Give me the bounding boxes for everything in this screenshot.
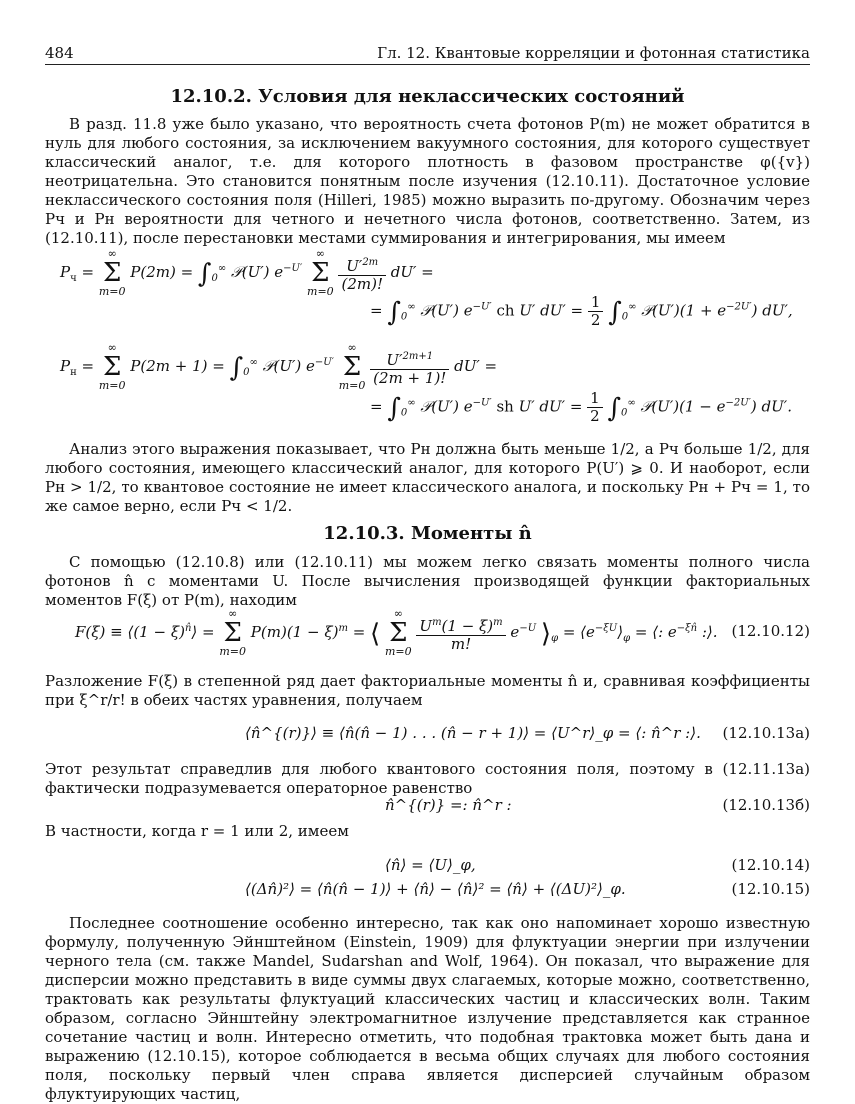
paragraph: Этот результат справедлив для любого квантового состояния поля, поэтому в (12.11.13а) фактически подразумевается операторное равенство xyxy=(45,760,810,797)
equation-text: ⟨n̂^{(r)}⟩ ≡ ⟨n̂(n̂ − 1) . . . (n̂ − r + 1)⟩ = ⟨U^r⟩_φ = ⟨: n̂^r :⟩. xyxy=(245,724,701,742)
paragraph: В разд. 11.8 уже было указано, что вероятность счета фотонов P(m) не может обратится в нуль для любого состояния, за исключением вакуумного состояния, для которого существует классический аналог, т.е. для которого плотность в фазовом пространстве φ({v}) неотрицательна. Это становится понятным после изучения (12.10.11). Достаточное условие неклассического состояния поля (Hilleri, 1985) можно выразить по-другому. Обозначим через Pч и Pн вероятности для четного и нечетного числа фотонов, соответственно. Затем, из (12.10.11), после перестановки местами суммирования и интегрирования, мы имеем xyxy=(45,115,810,247)
section-heading: 12.10.2. Условия для неклассических состояний xyxy=(170,86,685,107)
running-header xyxy=(45,40,810,65)
page-number: 484 xyxy=(45,44,74,62)
equation-even-1: $P_ч$ = ∞ Σ m=0 $P(2m) = \int_0^\infty$ 𝒫(U′) $e^{-U'}$ ∞ Σ m=0 $\frac{U'^{2m}}{(2m)!}$ dU′ = xyxy=(60,247,434,298)
equation-text: ⟨(Δn̂)²⟩ = ⟨n̂(n̂ − 1)⟩ + ⟨n̂⟩ − ⟨n̂⟩² = ⟨n̂⟩ + ⟨(ΔU)²⟩_φ. xyxy=(245,880,626,898)
equation-12-10-13a xyxy=(45,724,810,748)
paragraph: Последнее соотношение особенно интересно, так как оно напоминает хорошо известную формулу, полученную Эйнштейном (Einstein, 1909) для флуктуации энергии при излучении черного тела (см. также Mandel, Sudarshan and Wolf, 1964). Он показал, что выражение для дисперсии можно представить в виде суммы двух слагаемых, которые можно, соответственно, трактовать как результаты флуктуаций классических частиц и классических волн. Таким образом, согласно Эйнштейну электромагнитное излучение представляется как странное сочетание частиц и волн. Интересно отметить, что подобная трактовка может быть дана и выражению (12.10.15), которое соблюдается в весьма общих случаях для любого состояния поля, поскольку первый член справа является дисперсией случайным образом флуктуирующих частиц, xyxy=(45,914,810,1103)
equation-12-10-15 xyxy=(45,880,810,904)
equation-text: n̂^{(r)} =: n̂^r : xyxy=(385,796,512,814)
equation-number: (12.10.13б) xyxy=(722,796,810,814)
equation-odd-1: $P_н$ = ∞ Σ m=0 $P(2m + 1) = \int_0^\infty$ 𝒫(U′) $e^{-U'}$ ∞ Σ m=0 $\frac{U'^{2m+1}}{(2m + 1)!}$ dU′ = xyxy=(60,341,498,392)
paragraph: Анализ этого выражения показывает, что Pн должна быть меньше 1/2, а Pч больше 1/2, для любого состояния, имеющего классический аналог, для которого P(U′) ⩾ 0. И наоборот, если Pн > 1/2, то квантовое состояние не имеет классического аналога, и поскольку Pн + Pч = 1, то же самое верно, если Pч < 1/2. xyxy=(45,440,810,515)
equation-12-10-12: F(ξ) ≡ ⟨(1 − ξ)$^{n̂}$⟩ = ∞ Σ m=0 $P(m)(1 - \xi)^m$ = ⟨ ∞ Σ m=0 $\frac{U^m(1 - \xi)^m}{m!}$ $e^{-U}$ $⟩_\varphi$ = $⟨e^{-\xi U}⟩_\varphi$ = ⟨: $e^{-\xi n̂}$ :⟩. (12.10.12) xyxy=(75,607,810,658)
equation-text: ⟨n̂⟩ = ⟨U⟩_φ, xyxy=(385,856,476,874)
equation-12-10-13b xyxy=(45,796,810,820)
paragraph: С помощью (12.10.8) или (12.10.11) мы можем легко связать моменты полного числа фотонов n̂ с моментами U. После вычисления производящей функции факториальных моментов F(ξ) от P(m), находим xyxy=(45,553,810,609)
page xyxy=(45,0,810,1103)
running-title: Гл. 12. Квантовые корреляции и фотонная статистика xyxy=(377,44,810,62)
equation-odd-2: = $\int_0^\infty$ 𝒫(U′) $e^{-U'}$ sh U′ dU′ = $\frac{1}{2}$ $\int_0^\infty$ 𝒫(U′)(1 − $e^{-2U'}$) dU′. xyxy=(370,389,792,425)
equation-number: (12.10.14) xyxy=(731,856,810,874)
paragraph: В частности, когда r = 1 или 2, имеем xyxy=(45,822,349,840)
equation-number: (12.10.12) xyxy=(731,622,810,640)
paragraph: Разложение F(ξ) в степенной ряд дает факториальные моменты n̂ и, сравнивая коэффициенты при ξ^r/r! в обеих частях уравнения, получаем xyxy=(45,672,810,709)
equation-number: (12.10.13а) xyxy=(722,724,810,742)
equation-number: (12.10.15) xyxy=(731,880,810,898)
equation-12-10-14 xyxy=(45,856,810,880)
section-heading: 12.10.3. Моменты n̂ xyxy=(323,523,532,544)
equation-even-2: = $\int_0^\infty$ 𝒫(U′) $e^{-U'}$ ch U′ dU′ = $\frac{1}{2}$ $\int_0^\infty$ 𝒫(U′)(1 + $e^{-2U'}$) dU′, xyxy=(370,293,793,329)
